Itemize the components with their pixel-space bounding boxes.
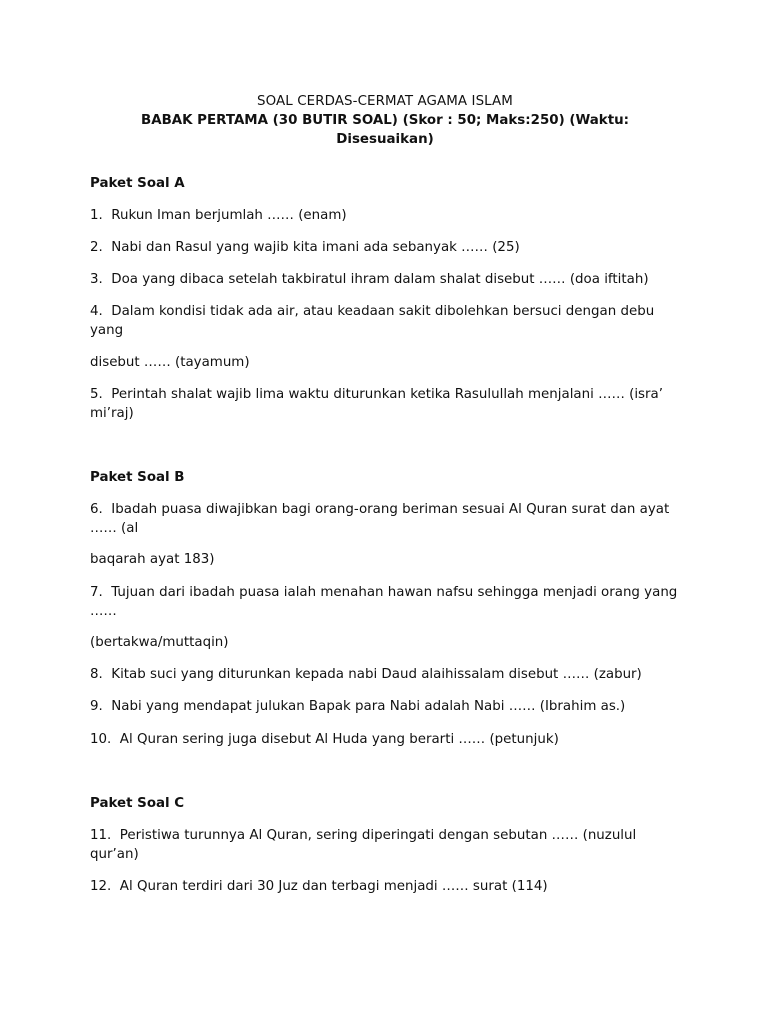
- section-title-c: Paket Soal C: [90, 796, 185, 811]
- question-9: 9. Nabi yang mendapat julukan Bapak para Nabi adalah Nabi …… (Ibrahim as.): [90, 699, 626, 714]
- question-7: 7. Tujuan dari ibadah puasa ialah menahan hawan nafsu sehingga menjadi orang yang ……: [90, 585, 682, 619]
- document-header: [90, 92, 680, 149]
- question-6-continued: baqarah ayat 183): [90, 552, 215, 567]
- question-12: 12. Al Quran terdiri dari 30 Juz dan terbagi menjadi …… surat (114): [90, 879, 548, 894]
- question-8: 8. Kitab suci yang diturunkan kepada nabi Daud alaihissalam disebut …… (zabur): [90, 667, 642, 682]
- section-title-b: Paket Soal B: [90, 470, 185, 485]
- question-10: 10. Al Quran sering juga disebut Al Huda yang berarti …… (petunjuk): [90, 732, 559, 747]
- section-title-a: Paket Soal A: [90, 176, 185, 191]
- question-5: 5. Perintah shalat wajib lima waktu diturunkan ketika Rasulullah menjalani …… (isra’ mi’raj): [90, 387, 668, 421]
- question-4: 4. Dalam kondisi tidak ada air, atau keadaan sakit dibolehkan bersuci dengan debu yang: [90, 304, 659, 338]
- document-subtitle: BABAK PERTAMA (30 BUTIR SOAL) (Skor : 50; Maks:250) (Waktu: Disesuaikan): [141, 113, 629, 147]
- question-6: 6. Ibadah puasa diwajibkan bagi orang-orang beriman sesuai Al Quran surat dan ayat …… (al: [90, 502, 674, 536]
- question-11: 11. Peristiwa turunnya Al Quran, sering diperingati dengan sebutan …… (nuzulul qur’an): [90, 828, 641, 862]
- question-2: 2. Nabi dan Rasul yang wajib kita imani ada sebanyak …… (25): [90, 240, 520, 255]
- question-1: 1. Rukun Iman berjumlah …… (enam): [90, 208, 347, 223]
- question-3: 3. Doa yang dibaca setelah takbiratul ihram dalam shalat disebut …… (doa iftitah): [90, 272, 649, 287]
- document-title: SOAL CERDAS-CERMAT AGAMA ISLAM: [257, 94, 513, 109]
- question-4-continued: disebut …… (tayamum): [90, 355, 250, 370]
- question-7-continued: (bertakwa/muttaqin): [90, 635, 229, 650]
